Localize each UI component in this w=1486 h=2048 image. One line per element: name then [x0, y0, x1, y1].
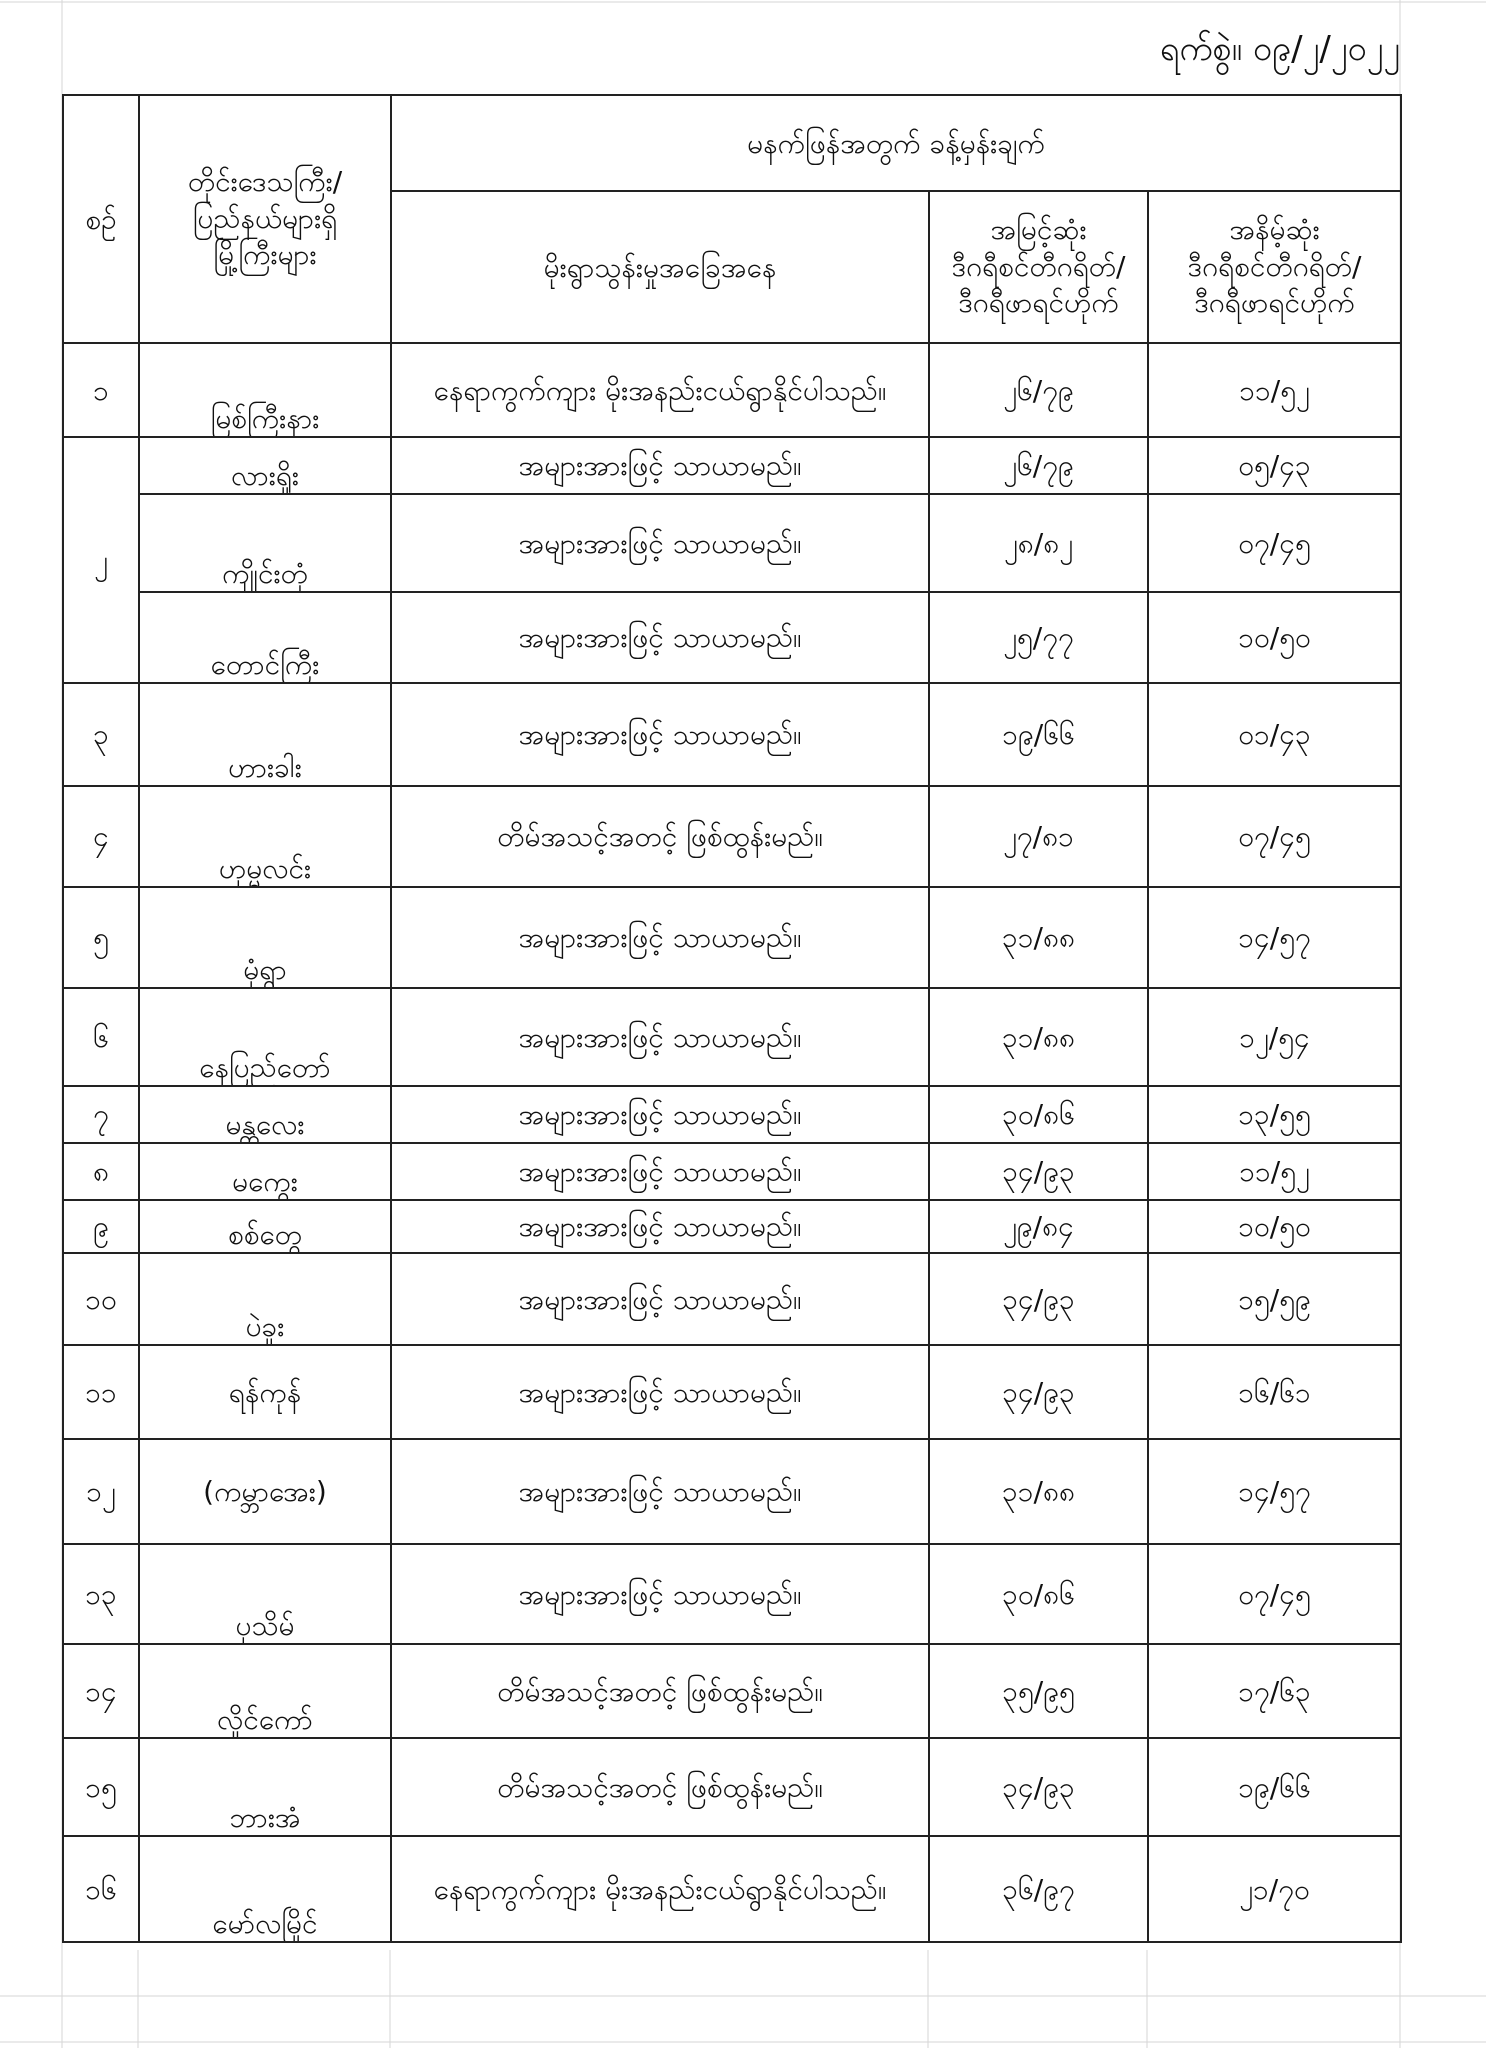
header-min-line3: ဒီဂရီဖာရင်ဟိုက် — [1194, 286, 1355, 320]
row-number: ၁၀ — [63, 1253, 139, 1345]
min-temp: ၀၇/၄၅ — [1148, 786, 1401, 887]
rain-condition: အများအားဖြင့် သာယာမည်။ — [391, 1345, 929, 1439]
city-name: လှိုင်ကော် — [139, 1644, 391, 1738]
table-row — [63, 1143, 1401, 1200]
table-row — [63, 786, 1401, 887]
city-name: (ကမ္ဘာအေး) — [139, 1439, 391, 1544]
min-temp: ၀၇/၄၅ — [1148, 1544, 1401, 1644]
rain-condition: နေရာကွက်ကျား မိုးအနည်းငယ်ရွာနိုင်ပါသည်။ — [391, 1836, 929, 1942]
row-number: ၇ — [63, 1086, 139, 1143]
min-temp: ၁၄/၅၇ — [1148, 887, 1401, 988]
rain-condition: အများအားဖြင့် သာယာမည်။ — [391, 1086, 929, 1143]
table-row — [63, 437, 1401, 494]
header-max-line3: ဒီဂရီဖာရင်ဟိုက် — [958, 286, 1119, 320]
min-temp: ၀၅/၄၃ — [1148, 437, 1401, 494]
min-temp: ၁၃/၅၅ — [1148, 1086, 1401, 1143]
max-temp: ၃၄/၉၃ — [929, 1143, 1148, 1200]
max-temp: ၃၀/၈၆ — [929, 1086, 1148, 1143]
row-number: ၁၆ — [63, 1836, 139, 1942]
max-temp: ၁၉/၆၆ — [929, 683, 1148, 786]
row-number: ၁၃ — [63, 1544, 139, 1644]
rain-condition: အများအားဖြင့် သာယာမည်။ — [391, 988, 929, 1086]
table-row — [63, 1544, 1401, 1644]
header-region — [139, 95, 391, 343]
table-row — [63, 1200, 1401, 1253]
table-row — [63, 494, 1401, 592]
city-name: မြစ်ကြီးနား — [139, 343, 391, 437]
report-date: ရက်စွဲ။ ၀၉/၂/၂၀၂၂ — [1159, 29, 1400, 69]
table-row — [63, 683, 1401, 786]
row-number: ၂ — [63, 437, 139, 683]
city-name: လားရှိုး — [139, 437, 391, 494]
city-name: မော်လမြိုင် — [139, 1836, 391, 1942]
city-name: မန္တလေး — [139, 1086, 391, 1143]
rain-condition: အများအားဖြင့် သာယာမည်။ — [391, 592, 929, 683]
header-region-line1: တိုင်းဒေသကြီး/ — [187, 165, 343, 199]
row-number: ၅ — [63, 887, 139, 988]
city-name: မကွေး — [139, 1143, 391, 1200]
row-number: ၆ — [63, 988, 139, 1086]
min-temp: ၁၀/၅၀ — [1148, 1200, 1401, 1253]
table-row — [63, 1439, 1401, 1544]
rain-condition: တိမ်အသင့်အတင့် ဖြစ်ထွန်းမည်။ — [391, 786, 929, 887]
city-name: နေပြည်တော် — [139, 988, 391, 1086]
min-temp: ၀၇/၄၅ — [1148, 494, 1401, 592]
min-temp: ၁၉/၆၆ — [1148, 1738, 1401, 1836]
max-temp: ၃၁/၈၈ — [929, 887, 1148, 988]
max-temp: ၃၀/၈၆ — [929, 1544, 1148, 1644]
table-row — [63, 1253, 1401, 1345]
rain-condition: တိမ်အသင့်အတင့် ဖြစ်ထွန်းမည်။ — [391, 1738, 929, 1836]
max-temp: ၂၉/၈၄ — [929, 1200, 1148, 1253]
city-name: တောင်ကြီး — [139, 592, 391, 683]
header-condition: မိုးရွာသွန်းမှုအခြေအနေ — [391, 191, 929, 343]
header-region-line2: ပြည်နယ်များရှိ — [192, 201, 338, 235]
max-temp: ၂၆/၇၉ — [929, 437, 1148, 494]
min-temp: ၁၆/၆၁ — [1148, 1345, 1401, 1439]
min-temp: ၁၂/၅၄ — [1148, 988, 1401, 1086]
table-row — [63, 592, 1401, 683]
min-temp: ၁၅/၅၉ — [1148, 1253, 1401, 1345]
city-name: ပဲခူး — [139, 1253, 391, 1345]
header-no: စဉ် — [63, 95, 139, 343]
max-temp: ၂၇/၈၁ — [929, 786, 1148, 887]
row-number: ၁၁ — [63, 1345, 139, 1439]
city-name: ဘားအံ — [139, 1738, 391, 1836]
rain-condition: နေရာကွက်ကျား မိုးအနည်းငယ်ရွာနိုင်ပါသည်။ — [391, 343, 929, 437]
min-temp: ၂၁/၇၀ — [1148, 1836, 1401, 1942]
header-max-line1: အမြင့်ဆုံး — [990, 213, 1087, 247]
min-temp: ၁၁/၅၂ — [1148, 1143, 1401, 1200]
city-name: ဟားခါး — [139, 683, 391, 786]
table-row — [63, 1738, 1401, 1836]
rain-condition: အများအားဖြင့် သာယာမည်။ — [391, 1544, 929, 1644]
max-temp: ၂၆/၇၉ — [929, 343, 1148, 437]
row-number: ၃ — [63, 683, 139, 786]
city-name: ပုသိမ် — [139, 1544, 391, 1644]
city-name: မုံရွာ — [139, 887, 391, 988]
rain-condition: တိမ်အသင့်အတင့် ဖြစ်ထွန်းမည်။ — [391, 1644, 929, 1738]
min-temp: ၁၁/၅၂ — [1148, 343, 1401, 437]
rain-condition: အများအားဖြင့် သာယာမည်။ — [391, 683, 929, 786]
row-number: ၁၅ — [63, 1738, 139, 1836]
table-row — [63, 1086, 1401, 1143]
table-row — [63, 343, 1401, 437]
rain-condition: အများအားဖြင့် သာယာမည်။ — [391, 1143, 929, 1200]
row-number: ၄ — [63, 786, 139, 887]
header-min-temp — [1148, 191, 1401, 343]
row-number: ၁ — [63, 343, 139, 437]
row-number: ၁၄ — [63, 1644, 139, 1738]
rain-condition: အများအားဖြင့် သာယာမည်။ — [391, 1253, 929, 1345]
rain-condition: အများအားဖြင့် သာယာမည်။ — [391, 1200, 929, 1253]
table-row — [63, 1836, 1401, 1942]
min-temp: ၀၁/၄၃ — [1148, 683, 1401, 786]
table-row — [63, 1345, 1401, 1439]
row-number: ၉ — [63, 1200, 139, 1253]
forecast-table — [62, 94, 1402, 1943]
header-max-temp — [929, 191, 1148, 343]
rain-condition: အများအားဖြင့် သာယာမည်။ — [391, 437, 929, 494]
city-name: ဟုမ္မလင်း — [139, 786, 391, 887]
table-row — [63, 1644, 1401, 1738]
min-temp: ၁၇/၆၃ — [1148, 1644, 1401, 1738]
max-temp: ၃၄/၉၃ — [929, 1253, 1148, 1345]
header-region-line3: မြို့ကြီးများ — [213, 238, 317, 272]
max-temp: ၂၅/၇၇ — [929, 592, 1148, 683]
max-temp: ၂၈/၈၂ — [929, 494, 1148, 592]
min-temp: ၁၀/၅၀ — [1148, 592, 1401, 683]
rain-condition: အများအားဖြင့် သာယာမည်။ — [391, 1439, 929, 1544]
row-number: ၈ — [63, 1143, 139, 1200]
table-row — [63, 887, 1401, 988]
min-temp: ၁၄/၅၇ — [1148, 1439, 1401, 1544]
rain-condition: အများအားဖြင့် သာယာမည်။ — [391, 494, 929, 592]
max-temp: ၃၅/၉၅ — [929, 1644, 1148, 1738]
rain-condition: အများအားဖြင့် သာယာမည်။ — [391, 887, 929, 988]
row-number: ၁၂ — [63, 1439, 139, 1544]
city-name: စစ်တွေ — [139, 1200, 391, 1253]
header-max-line2: ဒီဂရီစင်တီဂရိတ်/ — [951, 249, 1126, 283]
max-temp: ၃၁/၈၈ — [929, 988, 1148, 1086]
city-name: ရန်ကုန် — [139, 1345, 391, 1439]
city-name: ကျိုင်းတုံ — [139, 494, 391, 592]
header-min-line1: အနိမ့်ဆုံး — [1229, 213, 1320, 247]
header-min-line2: ဒီဂရီစင်တီဂရိတ်/ — [1187, 249, 1362, 283]
max-temp: ၃၆/၉၇ — [929, 1836, 1148, 1942]
header-forecast-title: မနက်ဖြန်အတွက် ခန့်မှန်းချက် — [391, 95, 1401, 191]
max-temp: ၃၄/၉၃ — [929, 1345, 1148, 1439]
table-row — [63, 988, 1401, 1086]
max-temp: ၃၁/၈၈ — [929, 1439, 1148, 1544]
max-temp: ၃၄/၉၃ — [929, 1738, 1148, 1836]
